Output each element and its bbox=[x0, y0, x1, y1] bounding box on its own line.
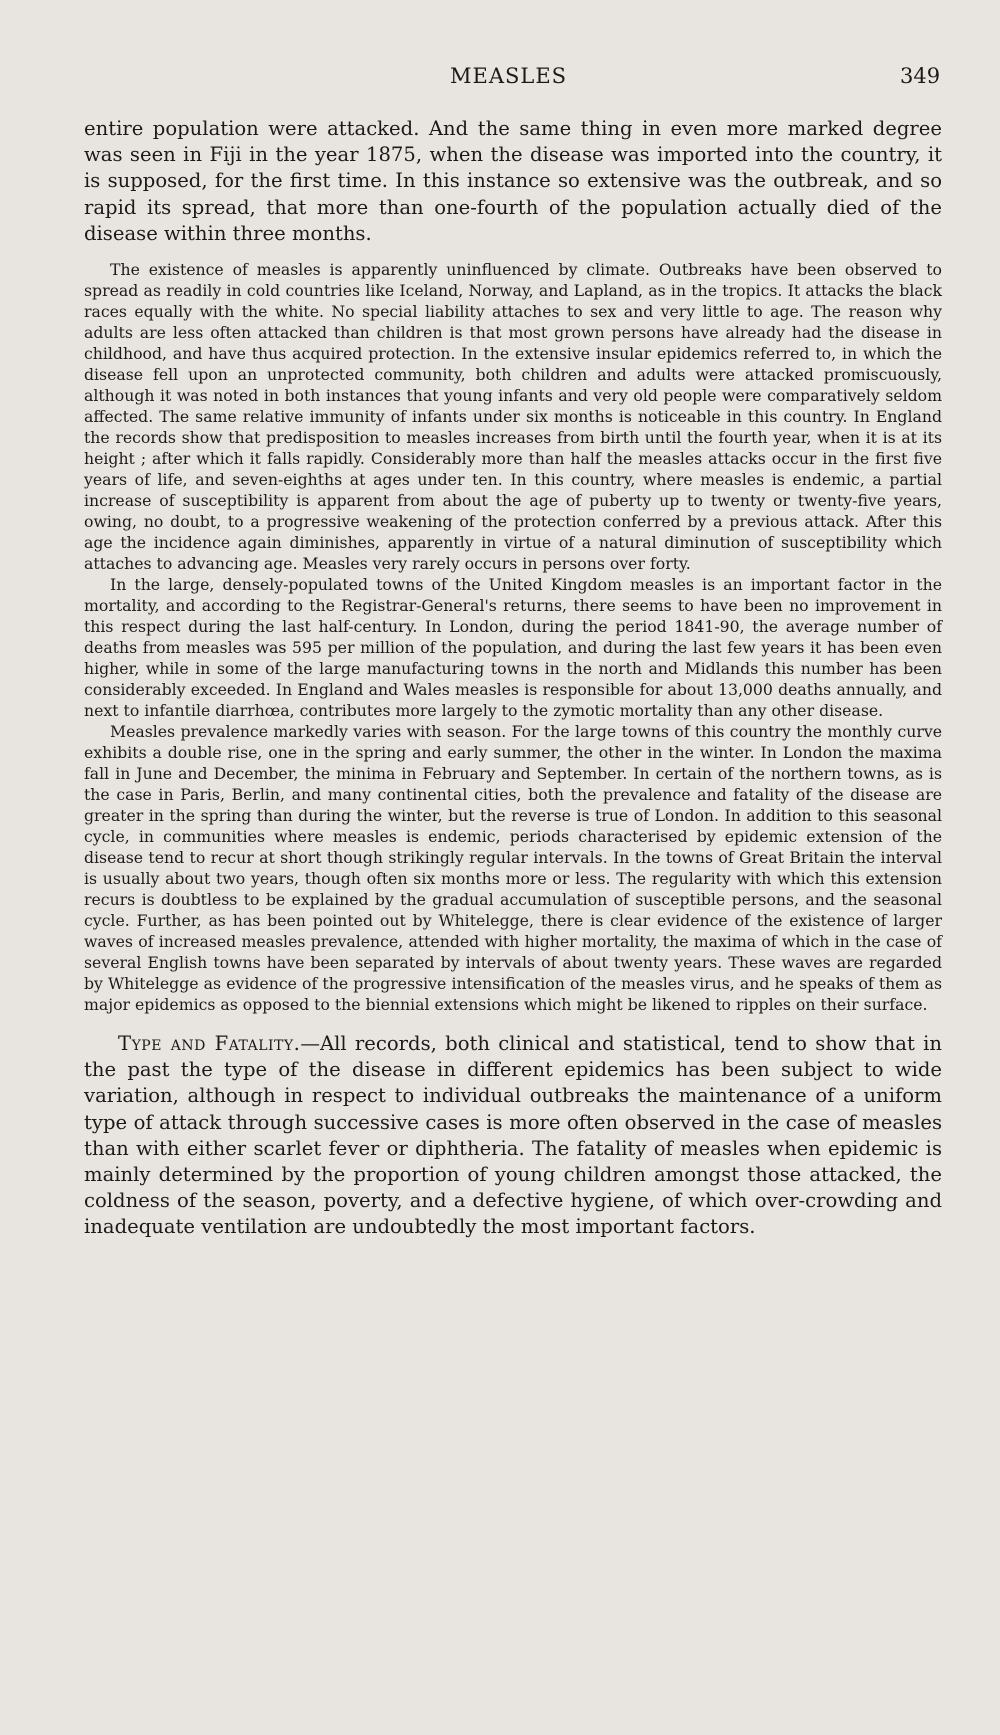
paragraph-type-fatality bbox=[84, 1031, 942, 1241]
paragraph-seasonal: Measles prevalence markedly varies with season. For the large towns of this country the monthly curve exhibits a double rise, one in the spring and early summer, the other in the winter. In London the maxima fall in June and December, the minima in February and September. In certain of the northern towns, as is the case in Paris, Berlin, and many continental cities, both the prevalence and fatality of the disease are greater in the spring than during the winter, but the reverse is true of London. In addition to this seasonal cycle, in communities where measles is endemic, periods characterised by epidemic extension of the disease tend to recur at short though strikingly regular intervals. In the towns of Great Britain the interval is usually about two years, though often six months more or less. The regularity with which this extension recurs is doubtless to be explained by the gradual accumulation of susceptible persons, and the seasonal cycle. Further, as has been pointed out by Whitelegge, there is clear evidence of the existence of larger waves of increased measles prevalence, attended with higher mortality, the maxima of which in the case of several English towns have been separated by intervals of about twenty years. These waves are regarded by Whitelegge as evidence of the progressive intensification of the measles virus, and he speaks of them as major epidemics as opposed to the biennial extensions which might be likened to ripples on their surface. bbox=[84, 722, 942, 1015]
paragraph-type-fatality-text: —All records, both clinical and statistical, tend to show that in the past the type of the disease in different epidemics has been subject to wide variation, although in respect to individual outbreaks the maintenance of a uniform type of attack through successive cases is more often observed in the case of measles than with either scarlet fever or diphtheria. The fatality of measles when epidemic is mainly determined by the proportion of young children amongst those attacked, the coldness of the season, poverty, and a defective hygiene, of which over-crowding and inadequate ventilation are undoubtedly the most important factors. bbox=[84, 1032, 942, 1239]
page-header bbox=[0, 64, 1000, 98]
page-number: 349 bbox=[900, 64, 941, 88]
running-title: MEASLES bbox=[450, 64, 568, 88]
paragraph-continuation: entire population were attacked. And the same thing in even more marked degree was seen in Fiji in the year 1875, when the disease was imported into the country, it is supposed, for the first time. In this instance so extensive was the outbreak, and so rapid its spread, that more than one-fourth of the population actually died of the disease within three months. bbox=[84, 117, 942, 245]
section-heading: Type and Fatality. bbox=[118, 1032, 301, 1056]
paragraph-mortality: In the large, densely-populated towns of the United Kingdom measles is an important factor in the mortality, and according to the Registrar-General's returns, there seems to have been no improvement in this respect during the last half-century. In London, during the period 1841-90, the average number of deaths from measles was 595 per million of the population, and during the last few years it has been even higher, while in some of the large manufacturing towns in the north and Midlands this number has been considerably exceeded. In England and Wales measles is responsible for about 13,000 deaths annually, and next to infantile diarrhœa, contributes more largely to the zymotic mortality than any other disease. bbox=[84, 575, 942, 721]
page-body bbox=[84, 116, 942, 1241]
paragraph-climate: The existence of measles is apparently uninfluenced by climate. Outbreaks have been observed to spread as readily in cold countries like Iceland, Norway, and Lapland, as in the tropics. It attacks the black races equally with the white. No special liability attaches to sex and very little to age. The reason why adults are less often attacked than children is that most grown persons have already had the disease in childhood, and have thus acquired protection. In the extensive insular epidemics referred to, in which the disease fell upon an unprotected community, both children and adults were attacked promiscuously, although it was noted in both instances that young infants and very old people were comparatively seldom affected. The same relative immunity of infants under six months is noticeable in this country. In England the records show that predisposition to measles increases from birth until the fourth year, when it is at its height ; after which it falls rapidly. Considerably more than half the measles attacks occur in the first five years of life, and seven-eighths at ages under ten. In this country, where measles is endemic, a partial increase of susceptibility is apparent from about the age of puberty up to twenty or twenty-five years, owing, no doubt, to a progressive weakening of the protection conferred by a previous attack. After this age the incidence again diminishes, apparently in virtue of a natural diminution of susceptibility which attaches to advancing age. Measles very rarely occurs in persons over forty. bbox=[84, 260, 942, 574]
